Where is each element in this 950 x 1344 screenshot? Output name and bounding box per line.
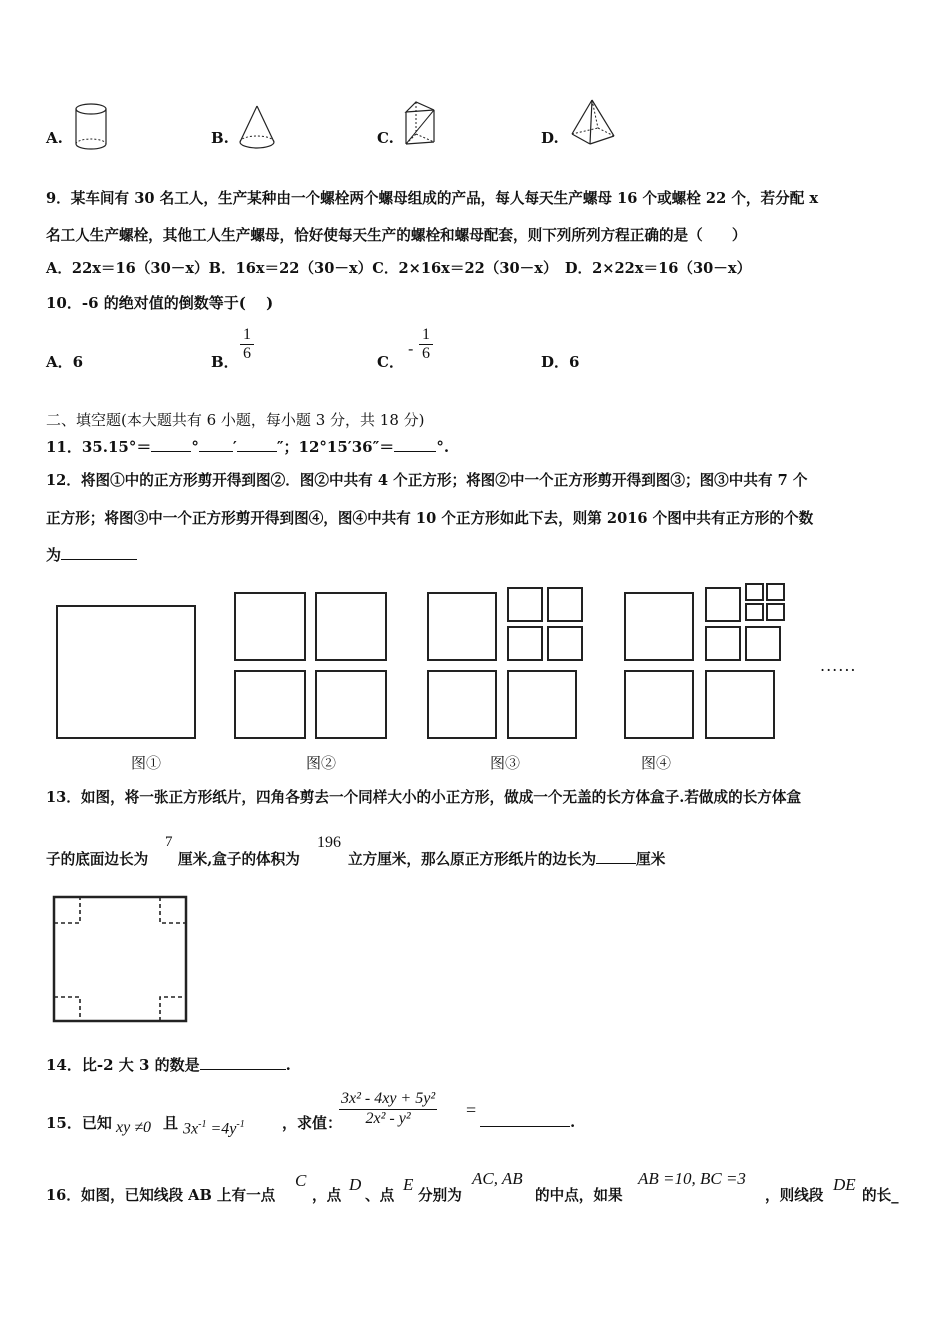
fig2-square (235, 671, 305, 738)
fig4-square (746, 584, 763, 600)
q15-condition2 (183, 1119, 245, 1138)
q15-exp2: -1 (236, 1119, 245, 1130)
q13-line2a: 子的底面边长为 (46, 851, 149, 868)
q11-blank-answer[interactable] (394, 437, 436, 452)
fig3-square (428, 593, 496, 660)
q14-answer-blank[interactable] (200, 1055, 286, 1070)
fig1-caption: 图① (131, 754, 162, 772)
fig2-square (316, 593, 386, 660)
q11-prefix: 11．35.15°＝ (46, 438, 152, 456)
q11-blank-degree[interactable] (151, 437, 191, 452)
q10-stem: 10．-6 的绝对值的倒数等于( ) (46, 294, 274, 312)
fig3-caption: 图③ (490, 754, 521, 772)
q15-cond2a: 3x (183, 1120, 199, 1138)
fig4-square (767, 584, 784, 600)
q9-line1: 9．某车间有 30 名工人，生产某种由一个螺栓两个螺母组成的产品，每人每天生产螺母 16 个或螺栓 22 个，若分配 x (46, 190, 819, 207)
q15-ask: ，求值： (282, 1114, 343, 1132)
q13-line2c-wrap (348, 848, 665, 869)
triangular-prism-icon (402, 100, 438, 152)
q12-answer-blank[interactable] (61, 545, 137, 560)
q15-mid: 且 (163, 1114, 179, 1132)
fig3-square (428, 671, 496, 738)
fraction-denominator: 6 (243, 345, 251, 362)
option-b-label: B. (211, 129, 229, 147)
q11-blank-minute[interactable] (199, 437, 233, 452)
q15-answer-wrap (480, 1112, 575, 1131)
q10-option-c-fraction (419, 326, 433, 363)
q13-answer-blank[interactable] (596, 849, 636, 864)
cone-icon (237, 104, 277, 152)
q16-t2: ，点 (312, 1187, 342, 1204)
q13-line2b: 厘米,盒子的体积为 (178, 851, 300, 868)
q16-point-d: D (349, 1175, 362, 1194)
q15-end: . (570, 1113, 576, 1131)
q14-text: 14．比-2 大 3 的数是 (46, 1056, 200, 1074)
pyramid-icon (568, 98, 620, 148)
q11-text (46, 436, 449, 457)
q13-line1: 13．如图，将一张正方形纸片，四角各剪去一个同样大小的小正方形，做成一个无盖的长方体盒子.若做成的长方体盒 (46, 789, 802, 806)
fig1-square (57, 606, 195, 738)
fig3-square (548, 588, 582, 621)
fig4-square (625, 671, 693, 738)
q12-line3-text: 为 (46, 546, 62, 564)
q15-answer-blank[interactable] (480, 1112, 570, 1127)
cylinder-icon (74, 102, 110, 154)
fraction-numerator: 1 (240, 326, 254, 345)
q10-option-c-label: C． (377, 353, 404, 371)
q16-t4: 分别为 (418, 1187, 462, 1204)
q15-exp1: -1 (198, 1119, 207, 1130)
q15-numerator: 3x² - 4xy + 5y² (339, 1090, 437, 1110)
q10-option-b-label: B． (211, 353, 239, 371)
q16-t3: 、点 (365, 1187, 395, 1204)
q10-option-d: D．6 (541, 353, 580, 371)
q12-figures (0, 580, 950, 745)
fig4-caption: 图④ (641, 754, 672, 772)
fig2-square (235, 593, 305, 660)
option-a-label: A. (46, 129, 63, 147)
q13-line2c: 立方厘米，那么原正方形纸片的边长为 (348, 851, 597, 868)
option-c-label: C. (377, 129, 394, 147)
q12-line3 (46, 544, 137, 565)
q10-option-a: A．6 (46, 353, 84, 371)
q13-paper-figure (50, 893, 192, 1026)
q16-segment-de: DE (833, 1175, 856, 1194)
q12-ellipsis: ...... (820, 656, 857, 675)
q16-t6: ，则线段 (765, 1187, 824, 1204)
fig2-caption: 图② (306, 754, 337, 772)
fig3-square (508, 671, 576, 738)
q12-line1: 12．将图①中的正方形剪开得到图②．图②中共有 4 个正方形；将图②中一个正方形剪开得到图③；图③中共有 7 个 (46, 472, 808, 489)
q11-blank-second[interactable] (237, 437, 277, 452)
q16-t1: 16．如图，已知线段 AB 上有一点 (46, 1187, 276, 1204)
q15-cond2b: =4y (206, 1120, 237, 1138)
q15-fraction (339, 1090, 437, 1128)
fig4-square (706, 627, 740, 660)
fig4-square (706, 588, 740, 621)
q9-line2: 名工人生产螺栓，其他工人生产螺母，恰好使每天生产的螺栓和螺母配套，则下列所列方程正确的是（ ） (46, 227, 747, 244)
q11-degree-mark: ° (191, 438, 199, 456)
q13-side-length: 7 (165, 834, 173, 850)
q15-denominator: 2x² - y² (365, 1110, 411, 1127)
q10-option-b-fraction (240, 326, 254, 363)
q15-prefix: 15．已知 (46, 1114, 112, 1132)
q14-end: . (285, 1056, 291, 1074)
section2-title: 二、填空题(本大题共有 6 小题，每小题 3 分，共 18 分) (46, 411, 425, 429)
q16-point-c: C (295, 1171, 307, 1190)
q9-options: A．22x＝16（30－x）B．16x＝22（30－x）C．2×16x＝22（30－x） D．2×22x＝16（30－x） (46, 260, 752, 277)
q13-line2d: 厘米 (636, 851, 666, 868)
q13-volume: 196 (317, 834, 341, 851)
q16-condition: AB =10, BC =3 (638, 1169, 746, 1188)
fig4-square (746, 604, 763, 620)
q16-point-e: E (403, 1175, 414, 1194)
fig4-square (746, 627, 780, 660)
fig4-square (767, 604, 784, 620)
q10-option-c-sign: - (408, 339, 414, 358)
q16-t7: 的长_ (862, 1187, 899, 1204)
q16-segments: AC, AB (472, 1169, 523, 1188)
q16-t5: 的中点，如果 (535, 1187, 623, 1204)
q12-line2: 正方形；将图③中一个正方形剪开得到图④，图④中共有 10 个正方形如此下去，则第 2016 个图中共有正方形的个数 (46, 510, 814, 527)
q11-minute-mark: ′ (232, 438, 237, 456)
q11-second-mark: ″；12°15′36″＝ (276, 438, 395, 456)
q15-equals: = (466, 1100, 477, 1120)
fraction-numerator: 1 (419, 326, 433, 345)
fig3-square (508, 588, 542, 621)
fig2-square (316, 671, 386, 738)
fig3-square (548, 627, 582, 660)
q11-end: °. (436, 438, 450, 456)
fig4-square (625, 593, 693, 660)
fig3-square (508, 627, 542, 660)
q15-condition1: xy ≠0 (116, 1119, 151, 1136)
option-d-label: D. (541, 129, 559, 147)
fig4-square (706, 671, 774, 738)
q14-text-wrap (46, 1054, 291, 1075)
fraction-denominator: 6 (422, 345, 430, 362)
